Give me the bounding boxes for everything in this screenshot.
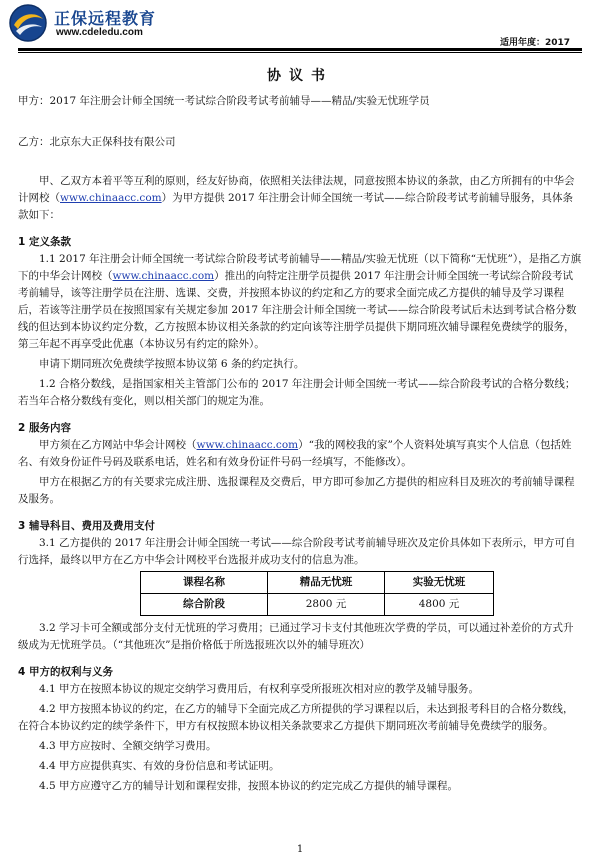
header-experimental-class: 实验无忧班: [385, 572, 494, 594]
section-2-text-2: ）“我的网校我的家”个人资料处填写真实个人信息（包括姓名、有效身份证件号码及联系电话，姓名和有效身份证件号码一经填写，不能修改）。: [18, 439, 572, 468]
section-4-5: 4.5 甲方应遵守乙方的辅导计划和课程安排，按照本协议的约定完成乙方提供的辅导课程。: [39, 780, 459, 792]
brand-name: 正保远程教育: [54, 9, 157, 28]
document-title: 协议书: [267, 68, 333, 84]
section-3-1: 3.1 乙方提供的 2017 年注册会计师全国统一考试——综合阶段考试考前辅导班次及定价具体如下表所示，甲方可自行选择，最终以甲方在乙方中华会计网校平台选报并成功支付的信息为准。: [18, 537, 576, 566]
brand-url: www.cdeledu.com: [56, 27, 143, 38]
cdeledu-globe-logo-icon: [8, 3, 48, 43]
header-course-name: 课程名称: [141, 572, 268, 594]
header-rule-thin: [18, 52, 582, 53]
cell-premium-price: 2800 元: [268, 594, 385, 616]
section-1-1: [18, 251, 582, 353]
party-a: 甲方：2017 年注册会计师全国统一考试综合阶段考试考前辅导——精品/实验无忧班学员: [18, 95, 430, 107]
section-4-1: 4.1 甲方在按照本协议的规定交纳学习费用后，有权利享受所报班次相对应的教学及辅导服务。: [39, 683, 480, 695]
section-2-paragraph-2: 甲方在根据乙方的有关要求完成注册、选报课程及交费后，甲方即可参加乙方提供的相应科目及班次的考前辅导课程及服务。: [18, 476, 575, 505]
document-body: [18, 58, 582, 795]
section-3-heading: 3 辅导科目、费用及费用支付: [18, 520, 155, 532]
header-rule-thick: [18, 48, 582, 51]
section-2-heading: 2 服务内容: [18, 422, 71, 434]
intro-text-1: 甲、乙双方本着平等互利的原则，经友好协商，依照相关法律法规，同意按照本协议的条款，由乙方所拥有的中华会计网校（: [18, 175, 575, 204]
intro-paragraph: [18, 173, 582, 224]
section-3-2: 3.2 学习卡可全额或部分支付无忧班的学习费用；已通过学习卡支付其他班次学费的学员，可以通过补差价的方式升级成为无忧班学员。（“其他班次”是指价格低于所选报班次以外的辅导班次）: [18, 622, 574, 651]
section-4-4: 4.4 甲方应提供真实、有效的身份信息和考试证明。: [39, 760, 280, 772]
page-header: [0, 0, 600, 50]
price-table-row: [141, 594, 494, 616]
cell-course-stage: 综合阶段: [141, 594, 268, 616]
page-number: 1: [296, 844, 304, 855]
section-4-heading: 4 甲方的权利与义务: [18, 666, 113, 678]
cell-experimental-price: 4800 元: [385, 594, 494, 616]
intro-text-2: ）为甲方提供 2017 年注册会计师全国统一考试——综合阶段考试考前辅导服务，具体条款如下：: [18, 192, 574, 221]
section-1-1-text-1: 1.1 2017 年注册会计师全国统一考试综合阶段考试考前辅导——精品/实验无忧班（以下简称“无忧班”），是指乙方旗下的中华会计网校（: [18, 253, 582, 282]
section-2-text-1: 甲方须在乙方网站中华会计网校（: [39, 439, 197, 451]
section-1-2: 1.2 合格分数线，是指国家相关主管部门公布的 2017 年注册会计师全国统一考试——综合阶段考试的合格分数线；若当年合格分数线有变化，则以相关部门的规定为准。: [18, 378, 576, 407]
price-table: [140, 571, 494, 616]
party-b: 乙方：北京东大正保科技有限公司: [18, 136, 176, 148]
section-1-heading: 1 定义条款: [18, 236, 71, 248]
applicable-year: 适用年度：2017: [499, 38, 570, 48]
section-4-2: 4.2 甲方按照本协议的约定，在乙方的辅导下全面完成乙方所提供的学习课程以后，未达到报考科目的合格分数线，在符合本协议约定的续学条件下，甲方有权按照本协议相关条款要求乙方提供下期同班次考前辅导免费续学的服务。: [18, 703, 574, 732]
section-1-1-text-2: ）推出的向特定注册学员提供 2017 年注册会计师全国统一考试综合阶段考试考前辅导，该等注册学员在注册、选课、交费，并按照本协议的约定和乙方的要求全面完成乙方提供的辅导及学习课程后，若该等注册学员在按照国家有关规定参加 2017 年注册会计师全国统一考试——综合阶段考试后未达到考试合格分数线的但达到本协议约定分数，乙方按照本协议相关条款的约定向该等注册学员提供下期同班次辅导课程免费续学的服务，第三年起不再享受此优惠（本协议另有约定的除外）。: [18, 270, 577, 350]
section-4-3: 4.3 甲方应按时、全额交纳学习费用。: [39, 740, 217, 752]
chinaacc-link[interactable]: www.chinaacc.com: [112, 270, 215, 282]
chinaacc-link[interactable]: www.chinaacc.com: [196, 439, 299, 451]
section-1-note: 申请下期同班次免费续学按照本协议第 6 条的约定执行。: [39, 358, 305, 370]
section-2-paragraph-1: [18, 437, 582, 471]
header-premium-class: 精品无忧班: [268, 572, 385, 594]
price-table-header-row: [141, 572, 494, 594]
chinaacc-link[interactable]: www.chinaacc.com: [60, 192, 162, 204]
